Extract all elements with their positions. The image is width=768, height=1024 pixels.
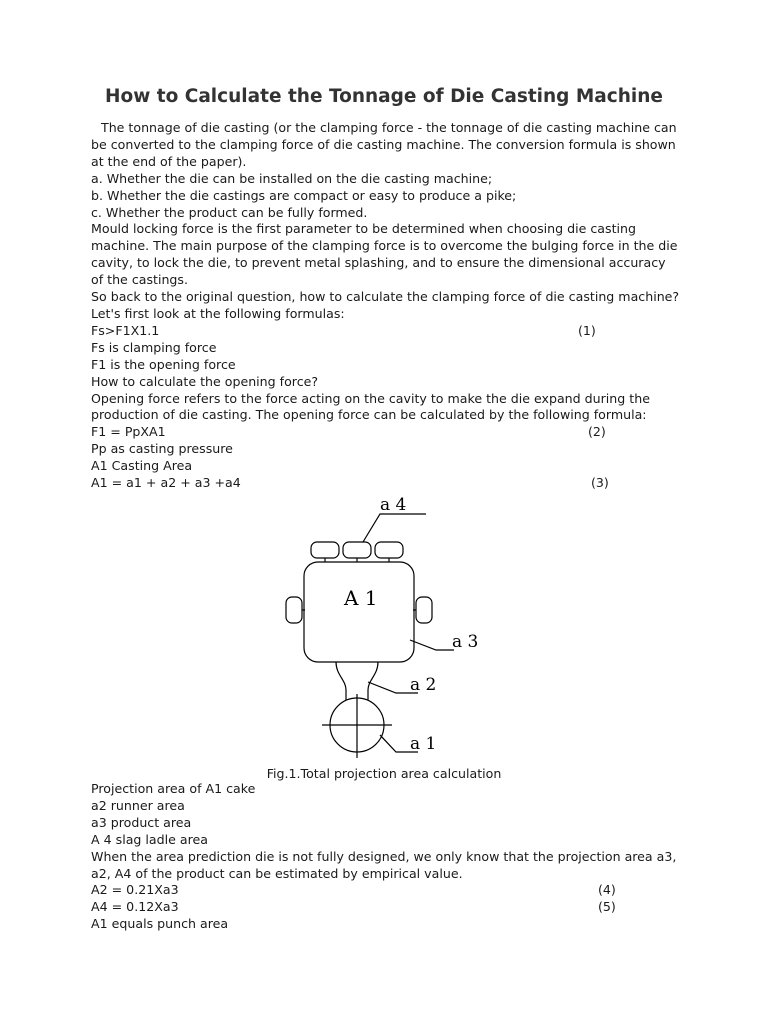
f1-definition: F1 is the opening force [91,356,236,372]
label-a3: a 3 [452,632,479,652]
prediction-paragraph: When the area prediction die is not fully designed, we only know that the projection area a3, a2, A4 of the product can be estimated by empirical value. [91,848,677,881]
figure-caption: Fig.1.Total projection area calculation [266,766,502,781]
slag-ladle-shape [311,542,339,558]
page-title: How to Calculate the Tonnage of Die Casting Machine [105,86,663,107]
definition-line: a2 runner area [91,797,185,813]
equation-5-number: (5) [598,899,616,915]
equation-2-text: F1 = PpXA1 [91,424,166,440]
a3-leader [410,640,454,650]
slag-ladle-shape [416,597,432,623]
product-area-shape [304,562,414,662]
projection-area-figure [268,490,500,762]
slag-ladle-shape [286,597,302,623]
equation-2 [91,424,681,441]
list-item: a. Whether the die can be installed on the die casting machine; [91,170,493,186]
equation-4-text: A2 = 0.21Xa3 [91,882,179,898]
label-a1: a 1 [410,734,437,754]
list-item: b. Whether the die castings are compact or easy to produce a pike; [91,187,517,203]
fs-definition: Fs is clamping force [91,339,217,355]
equation-5 [91,899,681,916]
equation-3-number: (3) [591,475,609,491]
equation-2-number: (2) [588,424,606,440]
opening-question: How to calculate the opening force? [91,373,319,389]
pp-definition: Pp as casting pressure [91,441,233,457]
definition-line: A 4 slag ladle area [91,831,208,847]
label-A1: A 1 [344,586,378,610]
opening-paragraph: Opening force refers to the force acting on the cavity to make the die expand during the production of die casting. The opening force can be calculated by the following formula: [91,390,650,423]
definition-line: Projection area of A1 cake [91,781,256,796]
equation-1-number: (1) [578,322,596,338]
a1-definition: A1 Casting Area [91,458,193,474]
equation-4 [91,882,681,899]
body-text-after-figure [91,781,681,933]
definition-line: a3 product area [91,814,192,830]
slag-ladle-shape [343,542,371,558]
label-a2: a 2 [410,675,437,695]
back-paragraph: So back to the original question, how to calculate the clamping force of die casting machine? Let's first look at the following formulas: [91,289,680,321]
intro-paragraph: The tonnage of die casting (or the clamping force - the tonnage of die casting machine can be converted to the clamping force of die casting machine. The conversion formula is shown at the end of the paper). [91,120,677,169]
label-a4: a 4 [380,495,407,515]
a4-leader [363,514,426,542]
body-text [91,120,681,492]
equation-3-text: A1 = a1 + a2 + a3 +a4 [91,475,241,491]
list-item: c. Whether the product can be fully formed. [91,204,368,220]
equation-5-text: A4 = 0.12Xa3 [91,899,179,915]
equation-4-number: (4) [598,882,616,898]
punch-area-line: A1 equals punch area [91,916,229,932]
equation-1-text: Fs>F1X1.1 [91,322,160,338]
locking-paragraph: Mould locking force is the first parameter to be determined when choosing die casting machine. The main purpose of the clamping force is to overcome the bulging force in the die cavity, to lock the die, to prevent metal splashing, and to ensure the dimensional accuracy of the castings. [91,221,678,288]
equation-1 [91,323,681,340]
slag-ladle-shape [375,542,403,558]
